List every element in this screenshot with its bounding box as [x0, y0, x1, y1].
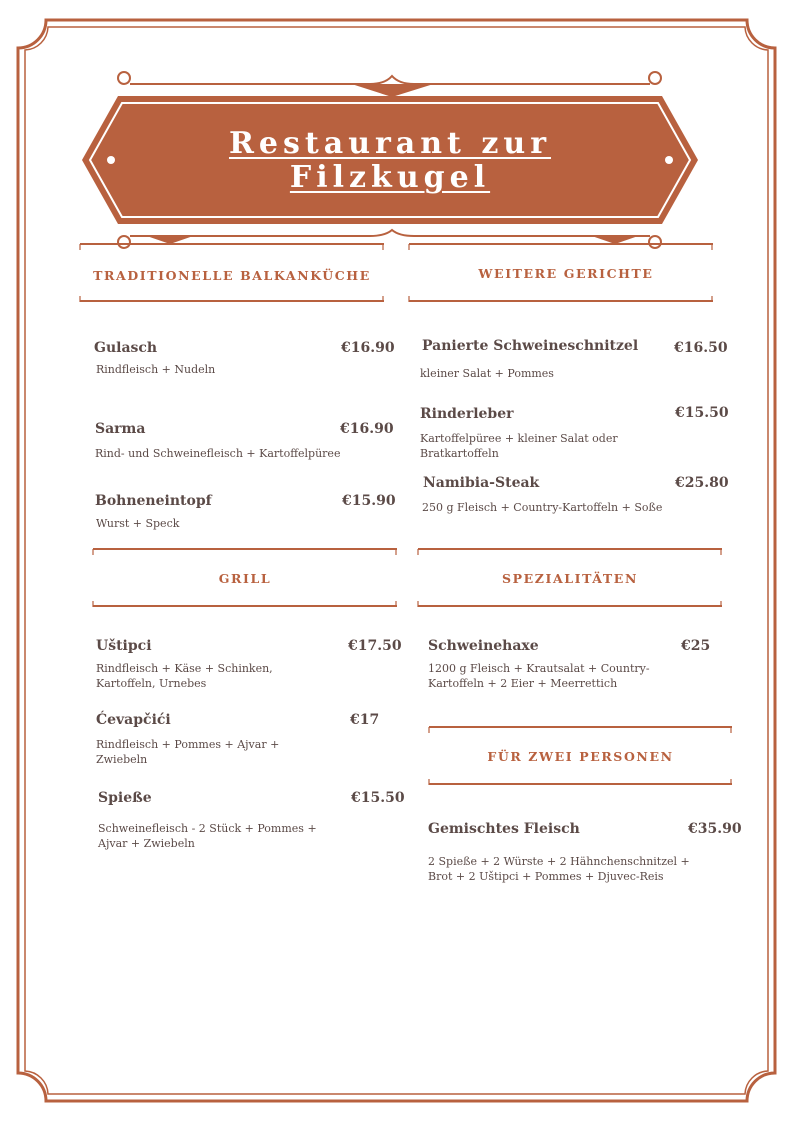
section-title-zwei: FÜR ZWEI PERSONEN [487, 749, 674, 764]
item-name-gemischtes-fleisch: Gemischtes Fleisch [428, 821, 580, 837]
item-name-gulasch: Gulasch [94, 340, 158, 356]
section-title-balkan: TRADITIONELLE BALKANKÜCHE [93, 268, 371, 283]
item-desc-namibia-steak: 250 g Fleisch + Country-Kartoffeln + Soße [422, 501, 663, 514]
item-name-bohneneintopf: Bohneneintopf [95, 493, 212, 509]
item-price-ustipci: €17.50 [348, 638, 402, 654]
item-desc-ustipci: Rindfleisch + Käse + Schinken, Kartoffeln, Urnebes [96, 662, 273, 690]
balkan-rule-bottom [80, 300, 384, 302]
weitere-rule-top [409, 243, 713, 245]
spezial-rule-top [418, 548, 722, 550]
item-desc-bohneneintopf: Wurst + Speck [96, 517, 180, 530]
title-area [80, 96, 700, 226]
item-desc-spiesse: Schweinefleisch - 2 Stück + Pommes + Ajvar + Zwiebeln [98, 822, 317, 850]
item-name-cevapcici: Ćevapčići [96, 712, 171, 728]
item-price-gemischtes-fleisch: €35.90 [688, 821, 742, 837]
item-name-schweineschnitzel: Panierte Schweineschnitzel [422, 338, 639, 354]
item-price-schweinehaxe: €25 [681, 638, 711, 654]
item-price-namibia-steak: €25.80 [675, 475, 729, 491]
item-desc-gulasch: Rindfleisch + Nudeln [96, 363, 216, 376]
weitere-rule-bottom [409, 300, 713, 302]
section-title-weitere: WEITERE GERICHTE [478, 266, 654, 281]
item-price-gulasch: €16.90 [341, 340, 395, 356]
item-price-rinderleber: €15.50 [675, 405, 729, 421]
item-name-spiesse: Spieße [98, 790, 152, 806]
item-name-sarma: Sarma [95, 421, 146, 437]
item-name-schweinehaxe: Schweinehaxe [428, 638, 539, 654]
item-price-cevapcici: €17 [350, 712, 380, 728]
zwei-rule-bottom [429, 783, 732, 785]
title-line-1: Restaurant zur [228, 126, 552, 161]
grill-rule-top [93, 548, 397, 550]
restaurant-title [229, 127, 551, 195]
item-desc-schweinehaxe: 1200 g Fleisch + Krautsalat + Country-Kartoffeln + 2 Eier + Meerrettich [428, 662, 650, 690]
item-desc-sarma: Rind- und Schweinefleisch + Kartoffelpüree [95, 447, 341, 460]
item-price-bohneneintopf: €15.90 [342, 493, 396, 509]
section-title-spezial: SPEZIALITÄTEN [502, 571, 638, 586]
item-desc-schweineschnitzel: kleiner Salat + Pommes [420, 367, 554, 380]
item-price-spiesse: €15.50 [351, 790, 405, 806]
item-desc-cevapcici: Rindfleisch + Pommes + Ajvar + Zwiebeln [96, 738, 280, 766]
zwei-rule-top [429, 726, 732, 728]
title-line-2: Filzkugel [289, 160, 491, 195]
item-name-rinderleber: Rinderleber [420, 406, 514, 422]
item-name-ustipci: Uštipci [96, 638, 152, 654]
item-desc-rinderleber: Kartoffelpüree + kleiner Salat oder Bratkartoffeln [420, 432, 618, 460]
item-price-schweineschnitzel: €16.50 [674, 340, 728, 356]
top-flourish [118, 72, 661, 96]
item-price-sarma: €16.90 [340, 421, 394, 437]
section-title-grill: GRILL [218, 571, 272, 586]
bottom-flourish [118, 230, 661, 248]
grill-rule-bottom [93, 605, 397, 607]
spezial-rule-bottom [418, 605, 722, 607]
balkan-rule-top [80, 243, 384, 245]
item-desc-gemischtes-fleisch: 2 Spieße + 2 Würste + 2 Hähnchenschnitzel + Brot + 2 Uštipci + Pommes + Djuvec-Reis [428, 855, 690, 883]
item-name-namibia-steak: Namibia-Steak [423, 475, 540, 491]
